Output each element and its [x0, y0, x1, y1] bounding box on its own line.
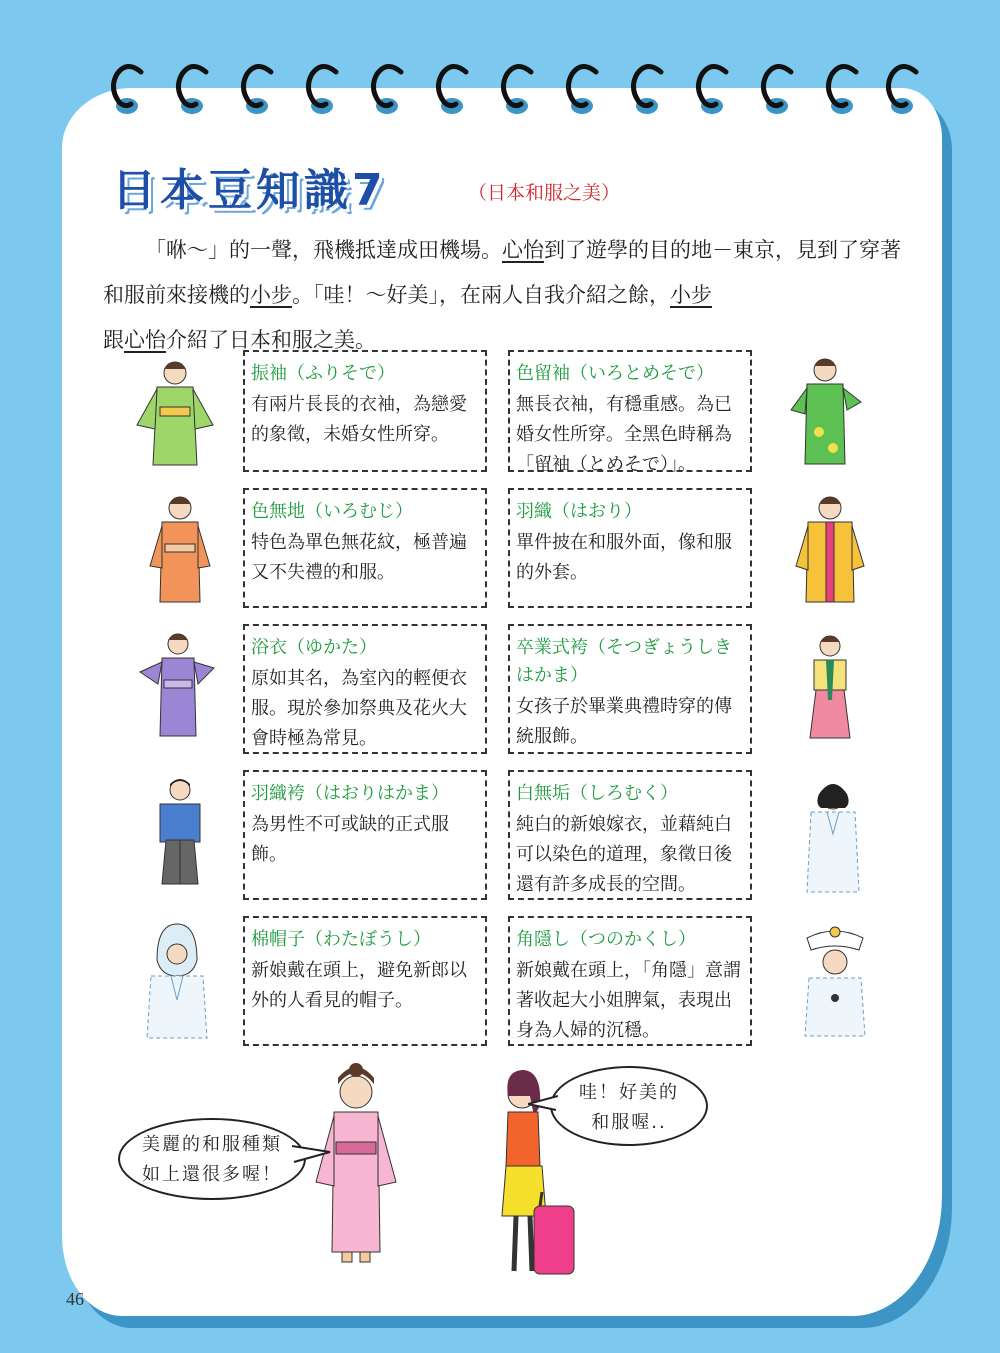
- watabo-shi-figure-illustration: [137, 920, 217, 1040]
- haori-hakama-figure-illustration: [140, 774, 220, 894]
- bubble-left-line1: 美麗的和服種類: [142, 1134, 282, 1155]
- intro-text-4: 跟: [103, 328, 124, 352]
- kimono-card-watabo-shi: [243, 916, 487, 1046]
- kimono-desc: 為男性不可或缺的正式服飾。: [251, 814, 449, 865]
- kimono-desc: 新娘戴在頭上，「角隱」意謂著收起大小姐脾氣，表現出身為人婦的沉穩。: [516, 960, 741, 1041]
- bubble-tail-right: [528, 1092, 558, 1116]
- intro-paragraph: [103, 228, 903, 363]
- yukata-figure-illustration: [138, 628, 218, 748]
- name-xinyi: 心怡: [502, 238, 544, 262]
- page-title: 日本豆知識7: [112, 165, 387, 216]
- haori-figure-illustration: [790, 490, 870, 610]
- intro-text-2: 到了遊學的目的地－東京，見到了穿著和服前來接機的: [103, 238, 901, 307]
- spiral-ring: [105, 62, 151, 120]
- furisode-figure-illustration: [135, 355, 215, 475]
- bubble-left-line2: 如上還很多喔！: [142, 1164, 282, 1185]
- name-xiaobu: 小步: [250, 283, 292, 307]
- kimono-card-haori: [508, 488, 752, 608]
- spiral-ring: [235, 62, 281, 120]
- shiromuku-figure-illustration: [793, 778, 873, 898]
- intro-text-5: 介紹了日本和服之美。: [166, 328, 376, 352]
- kimono-name: 色無地（いろむじ）: [251, 501, 413, 522]
- spiral-ring: [625, 62, 671, 120]
- spiral-ring: [495, 62, 541, 120]
- tsunokakushi-figure-illustration: [795, 918, 875, 1038]
- page-number: 46: [66, 1289, 84, 1309]
- bubble-right-line2: 和服喔..: [591, 1112, 667, 1133]
- kimono-name: 角隱し（つのかくし）: [516, 929, 696, 950]
- spiral-ring: [170, 62, 216, 120]
- kimono-card-shiromuku: [508, 770, 752, 900]
- kimono-name: 浴衣（ゆかた）: [251, 637, 377, 658]
- spiral-ring: [755, 62, 801, 120]
- kimono-name: 羽織袴（はおりはかま）: [251, 783, 449, 804]
- kimono-card-iromuji: [243, 488, 487, 608]
- spiral-ring: [690, 62, 736, 120]
- kimono-name: 白無垢（しろむく）: [516, 783, 678, 804]
- spiral-ring: [365, 62, 411, 120]
- bubble-right-line1: 哇！好美的: [579, 1082, 679, 1103]
- spiral-ring: [430, 62, 476, 120]
- kimono-card-haori-hakama: [243, 770, 487, 900]
- kimono-desc: 無長衣袖，有穩重感。為已婚女性所穿。全黑色時稱為「留袖（とめそで）」。: [516, 394, 732, 475]
- kimono-name: 振袖（ふりそで）: [251, 363, 395, 384]
- kimono-card-yukata: [243, 624, 487, 754]
- kimono-card-tsunokakushi: [508, 916, 752, 1046]
- kimono-desc: 原如其名，為室內的輕便衣服。現於參加祭典及花火大會時極為常見。: [251, 668, 467, 749]
- spiral-ring: [560, 62, 606, 120]
- kimono-name: 棉帽子（わたぼうし）: [251, 929, 431, 950]
- name-xiaobu-2: 小步: [670, 283, 712, 307]
- kimono-desc: 純白的新娘嫁衣，並藉純白可以染色的道理，象徵日後還有許多成長的空間。: [516, 814, 732, 895]
- kimono-desc: 特色為單色無花紋，極普遍又不失禮的和服。: [251, 532, 467, 583]
- kimono-desc: 女孩子於畢業典禮時穿的傳統服飾。: [516, 696, 732, 747]
- kimono-desc: 有兩片長長的衣袖，為戀愛的象徵，未婚女性所穿。: [251, 394, 467, 445]
- name-xinyi-2: 心怡: [124, 328, 166, 352]
- speech-bubble-left: [118, 1118, 306, 1200]
- kimono-card-sotsugyo-hakama: [508, 624, 752, 754]
- kimono-name: 卒業式袴（そつぎょうしきはかま）: [516, 637, 732, 686]
- page-subtitle: （日本和服之美）: [468, 182, 621, 204]
- iromuji-figure-illustration: [140, 490, 220, 610]
- kimono-desc: 單件披在和服外面，像和服的外套。: [516, 532, 732, 583]
- kimono-name: 色留袖（いろとめそで）: [516, 363, 714, 384]
- kimono-name: 羽織（はおり）: [516, 501, 642, 522]
- spiral-ring: [300, 62, 346, 120]
- kimono-card-furisode: [243, 350, 487, 472]
- kimono-desc: 新娘戴在頭上，避免新郎以外的人看見的帽子。: [251, 960, 467, 1011]
- speech-bubble-right: [550, 1066, 708, 1146]
- sotsugyo-hakama-figure-illustration: [790, 630, 870, 750]
- intro-text-3: 。「哇！～好美」，在兩人自我介紹之餘，: [292, 283, 670, 307]
- bubble-tail-left: [292, 1140, 332, 1170]
- intro-text-1: 「咻～」的一聲，飛機抵達成田機場。: [145, 238, 502, 262]
- spiral-ring: [880, 62, 926, 120]
- irotomesode-figure-illustration: [785, 352, 865, 472]
- kimono-card-irotomesode: [508, 350, 752, 475]
- spiral-ring: [820, 62, 866, 120]
